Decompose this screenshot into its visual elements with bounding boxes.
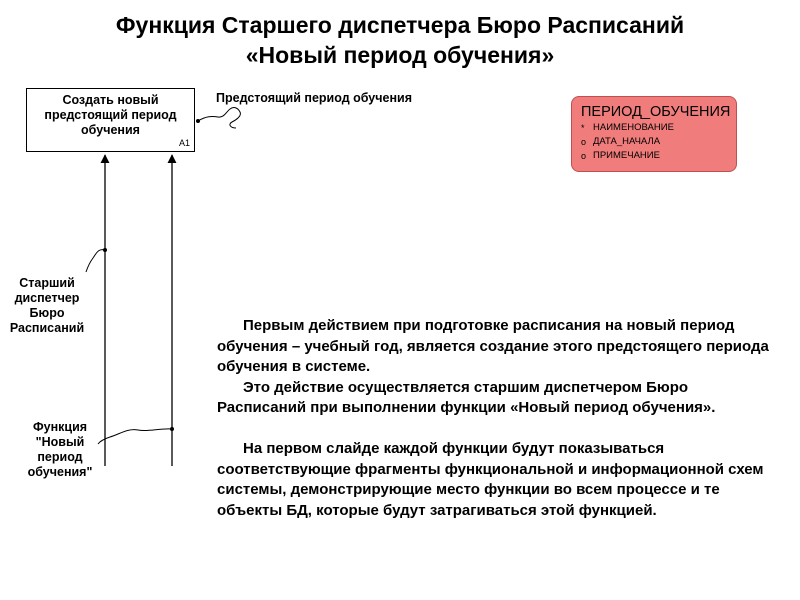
mechanism-label: Старший диспетчер Бюро Расписаний [9,276,85,335]
control-label-squiggle [98,429,172,444]
attribute-name: НАИМЕНОВАНИЕ [593,122,674,133]
er-entity-box [571,96,737,172]
description-text [217,316,777,521]
entity-name: ПЕРИОД_ОБУЧЕНИЯ [581,104,731,120]
function-id: A1 [178,138,190,148]
mechanism-label-squiggle [86,250,105,272]
slide-title-line-2: «Новый период обучения» [245,42,555,68]
slide-title-line-1: Функция Старшего диспетчера Бюро Расписаний [115,12,685,38]
mechanism-junction-dot [103,248,107,252]
attribute-name: ПРИМЕЧАНИЕ [593,150,660,161]
output-label-squiggle [198,108,240,128]
attribute-marker: * [581,123,585,133]
control-junction-dot [170,427,174,431]
entity-attribute [581,121,736,135]
output-label: Предстоящий период обучения [216,91,412,105]
description-paragraph: Это действие осуществляется старшим диспетчером Бюро Расписаний при выполнении функции «Новый период обучения». [217,378,716,416]
attribute-marker: o [581,137,587,147]
entity-attribute [581,135,736,149]
output-junction-dot [196,119,200,123]
attribute-name: ДАТА_НАЧАЛА [593,136,661,147]
control-label: Функция "Новый период обучения" [27,420,93,479]
idef0-function-box [26,88,195,152]
attribute-marker: o [581,151,587,161]
description-paragraph: Первым действием при подготовке расписания на новый период обучения – учебный год, является создание этого предстоящего периода обучения в системе. [217,317,769,375]
function-name: Создать новый предстоящий период обучения [44,93,177,137]
entity-attribute [581,149,736,163]
description-paragraph: На первом слайде каждой функции будут показываться соответствующие фрагменты функциональной и информационной схем системы, демонстрирующие место функции во всем процессе и те объекты БД, которые будут затрагиваться этой функцией. [217,440,764,519]
